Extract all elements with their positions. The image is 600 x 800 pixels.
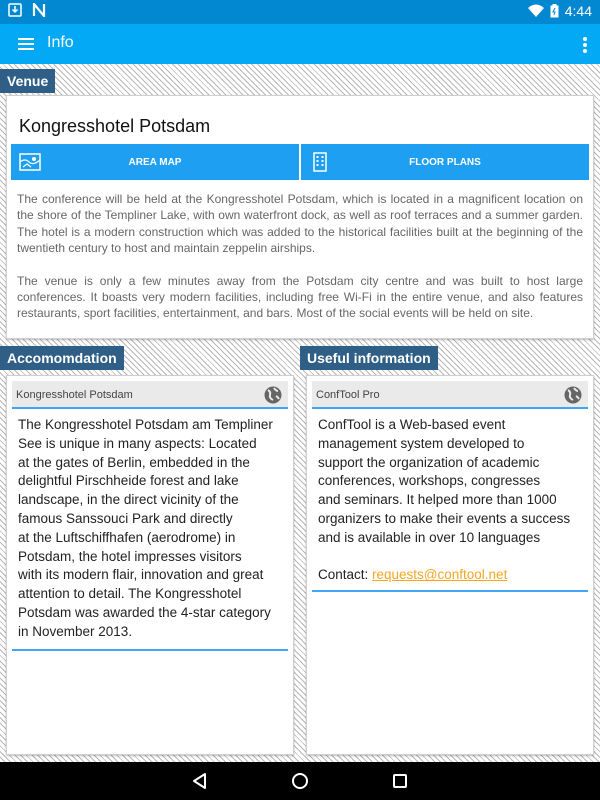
useful-info-section-label: Useful information [300,346,438,370]
text-line: Potsdam was awarded the 4-star category [18,604,271,620]
accommodation-header [12,381,288,409]
accommodation-section-label: Accomomdation [0,346,124,370]
venue-title: Kongresshotel Potsdam [19,116,211,136]
useful-info-divider [312,590,588,592]
text-line: famous Sanssouci Park and directly [18,510,233,526]
text-line: The Kongresshotel Potsdam am Templiner [18,417,273,432]
n-notification-icon [32,3,46,17]
globe-icon[interactable] [264,386,282,404]
accommodation-card [6,375,294,755]
accommodation-header-title: Kongresshotel Potsdam [16,389,133,401]
venue-description [17,191,583,322]
contact-email-link[interactable]: requests@conftool.net [372,567,508,583]
home-icon[interactable] [290,771,310,791]
text-line: conferences, workshops, congresses [318,473,541,489]
venue-button-row [11,144,589,180]
page-title: Info [47,34,74,51]
text-line: and is available in over 10 languages [318,529,541,545]
text-line: at the gates of Berlin, embedded in the [18,454,250,470]
floor-plans-button[interactable] [301,144,589,180]
battery-icon [550,4,559,18]
text-line: landscape, in the direct vicinity of the [18,492,239,508]
spacer [318,548,570,567]
venue-paragraph: The venue is only a few minutes away from the Potsdam city centre and was built to host large conferences. It boasts very modern facilities, including free Wi-Fi in the entire venue, and also features restaurants, sport facilities, entertainment, and bars. Most of the social events will be held on site. [17,273,583,321]
text-line: delightful Pirschheide forest and lake [18,473,239,489]
contact-line [318,566,570,585]
download-icon [8,3,22,17]
text-line: See is unique in many aspects: Located [18,435,257,451]
floor-plans-label: FLOOR PLANS [409,156,481,168]
text-line: support the organization of academic [318,454,540,470]
text-line: management system developed to [318,435,525,451]
building-icon [309,152,331,172]
useful-info-header [312,381,588,409]
text-line: attention to detail. The Kongresshotel [18,586,242,602]
recents-icon[interactable] [390,771,410,791]
venue-card [6,95,594,339]
area-map-button[interactable] [11,144,299,180]
text-line: at the Luftschiffhafen (aerodrome) in [18,529,236,545]
status-bar [0,0,600,24]
text-line: in November 2013. [18,623,133,639]
clock: 4:44 [564,3,592,19]
useful-info-card [306,375,594,755]
useful-info-description [318,416,570,585]
wifi-icon [528,4,544,18]
accommodation-description [18,416,273,642]
text-line: Potsdam, the hotel impresses visitors [18,548,242,564]
text-line: ConfTool is a Web-based event [318,417,506,432]
text-line: and seminars. It helped more than 1000 [318,492,557,508]
map-icon [19,152,41,172]
useful-info-header-title: ConfTool Pro [316,389,380,401]
venue-paragraph: The conference will be held at the Kongresshotel Potsdam, which is located in a magnificent location on the shore of the Templiner Lake, with own waterfront dock, as well as roof terraces and a summer garden. The hotel is a modern construction which was added to the historical facilities built at the beginning of the twentieth century to host and maintain zeppelin airships. [17,192,583,256]
venue-section-label: Venue [0,69,55,93]
text-line: organizers to make their events a success [318,510,571,526]
back-icon[interactable] [190,771,210,791]
text-line: with its modern flair, innovation and great [18,567,264,583]
app-bar [0,24,600,64]
hamburger-menu-icon[interactable] [16,34,36,54]
contact-label: Contact: [318,567,373,583]
overflow-menu-icon[interactable] [582,35,588,55]
navigation-bar [0,762,600,800]
accommodation-divider [12,649,288,651]
globe-icon[interactable] [564,386,582,404]
area-map-label: AREA MAP [128,156,182,168]
